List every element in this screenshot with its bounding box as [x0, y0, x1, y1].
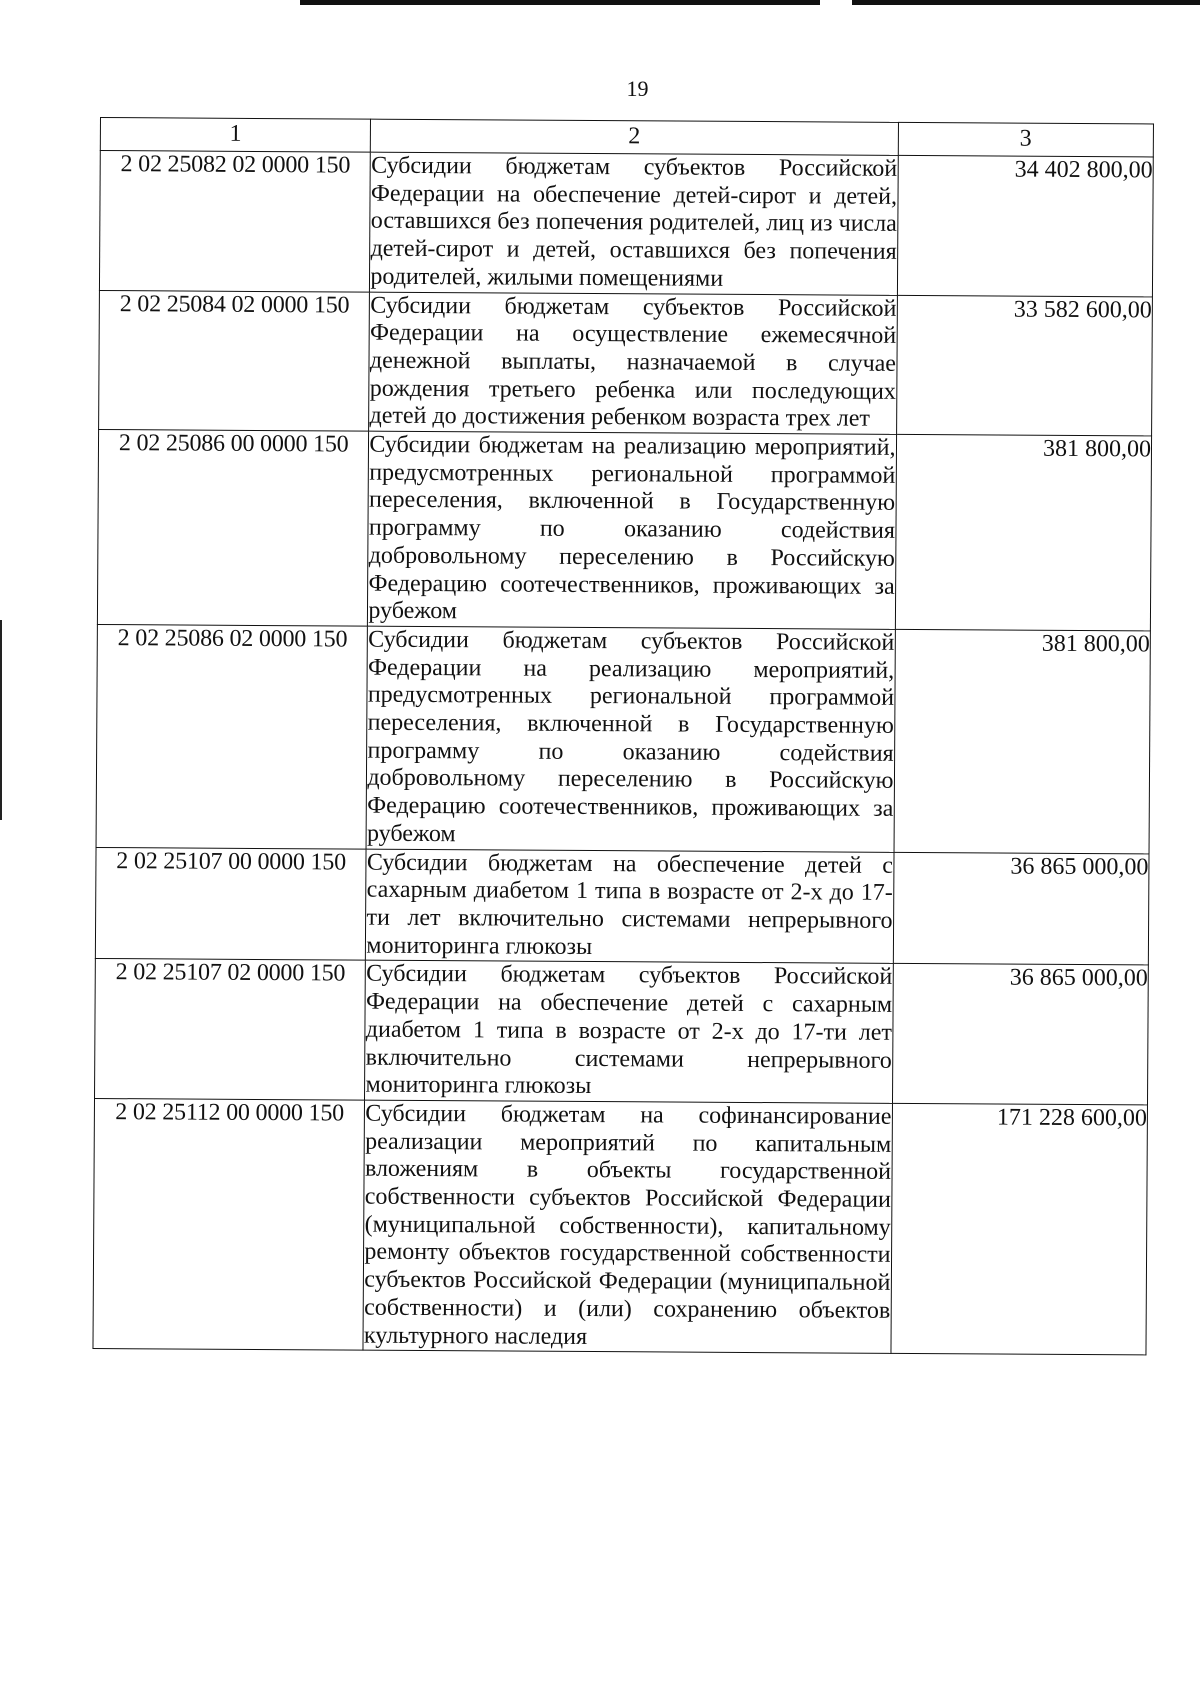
- row-code: 2 02 25112 00 0000 150: [93, 1098, 365, 1350]
- row-code: 2 02 25107 00 0000 150: [95, 847, 366, 960]
- table-row: [99, 151, 1153, 297]
- row-description: Субсидии бюджетам на реализацию мероприятий, предусмотренных региональной программой переселения, включенной в Государственную программу по оказанию содействия добровольному переселению в Российскую Федерацию соотечественников, проживающих за рубежом: [368, 431, 896, 629]
- table-row: [97, 430, 1151, 631]
- row-description: Субсидии бюджетам субъектов Российской Федерации на обеспечение детей с сахарным диабетом 1 типа в возрасте от 2-х до 17-ти лет включительно системами непрерывного мониторинга глюкозы: [365, 961, 893, 1104]
- column-header-description: 2: [371, 119, 898, 155]
- table-row: [93, 1098, 1148, 1355]
- row-code: 2 02 25086 02 0000 150: [96, 624, 368, 848]
- row-amount: 381 800,00: [895, 434, 1152, 630]
- row-amount: 36 865 000,00: [892, 964, 1148, 1105]
- row-amount: 381 800,00: [894, 629, 1151, 853]
- scan-edge-top-right: [852, 0, 1200, 5]
- row-code: 2 02 25082 02 0000 150: [99, 151, 370, 292]
- budget-table: [92, 117, 1154, 1356]
- row-code: 2 02 25086 00 0000 150: [97, 430, 369, 627]
- column-header-amount: 3: [898, 122, 1154, 157]
- table-row: [99, 290, 1153, 436]
- table-row: [95, 847, 1149, 965]
- row-amount: 33 582 600,00: [896, 295, 1152, 436]
- scan-edge-left: [0, 620, 2, 820]
- row-amount: 171 228 600,00: [890, 1103, 1147, 1355]
- table-row: [95, 959, 1149, 1105]
- table-row: [96, 624, 1150, 853]
- row-description: Субсидии бюджетам субъектов Российской Федерации на осуществление ежемесячной денежной выплаты, назначаемой в случае рождения третьего ребенка или последующих детей до достижения ребенком возраста трех лет: [369, 292, 897, 435]
- row-description: Субсидии бюджетам на софинансирование реализации мероприятий по капитальным вложениям в объекты государственной собственности субъектов Российской Федерации (муниципальной собственности), капитальному ремонту объектов государственной собственности субъектов Российской Федерации (муниципальной собственности) и (или) сохранению объектов культурного наследия: [363, 1100, 892, 1354]
- row-description: Субсидии бюджетам субъектов Российской Федерации на обеспечение детей-сирот и детей, оставшихся без попечения родителей, лиц из числа детей-сирот и детей, оставшихся без попечения родителей, жилыми помещениями: [370, 152, 898, 295]
- page-number: 19: [626, 76, 649, 101]
- row-amount: 36 865 000,00: [893, 852, 1149, 965]
- row-code: 2 02 25084 02 0000 150: [99, 290, 370, 431]
- row-description: Субсидии бюджетам субъектов Российской Федерации на реализацию мероприятий, предусмотренных региональной программой переселения, включенной в Государственную программу по оказанию содействия добровольному переселению в Российскую Федерацию соотечественников, проживающих за рубежом: [366, 626, 894, 852]
- column-header-code: 1: [100, 118, 371, 153]
- row-code: 2 02 25107 02 0000 150: [95, 959, 366, 1100]
- row-amount: 34 402 800,00: [897, 155, 1153, 296]
- row-description: Субсидии бюджетам на обеспечение детей с сахарным диабетом 1 типа в возрасте от 2-х до 17-ти лет включительно системами непрерывного мониторинга глюкозы: [366, 849, 894, 964]
- scan-edge-top-left: [300, 0, 820, 5]
